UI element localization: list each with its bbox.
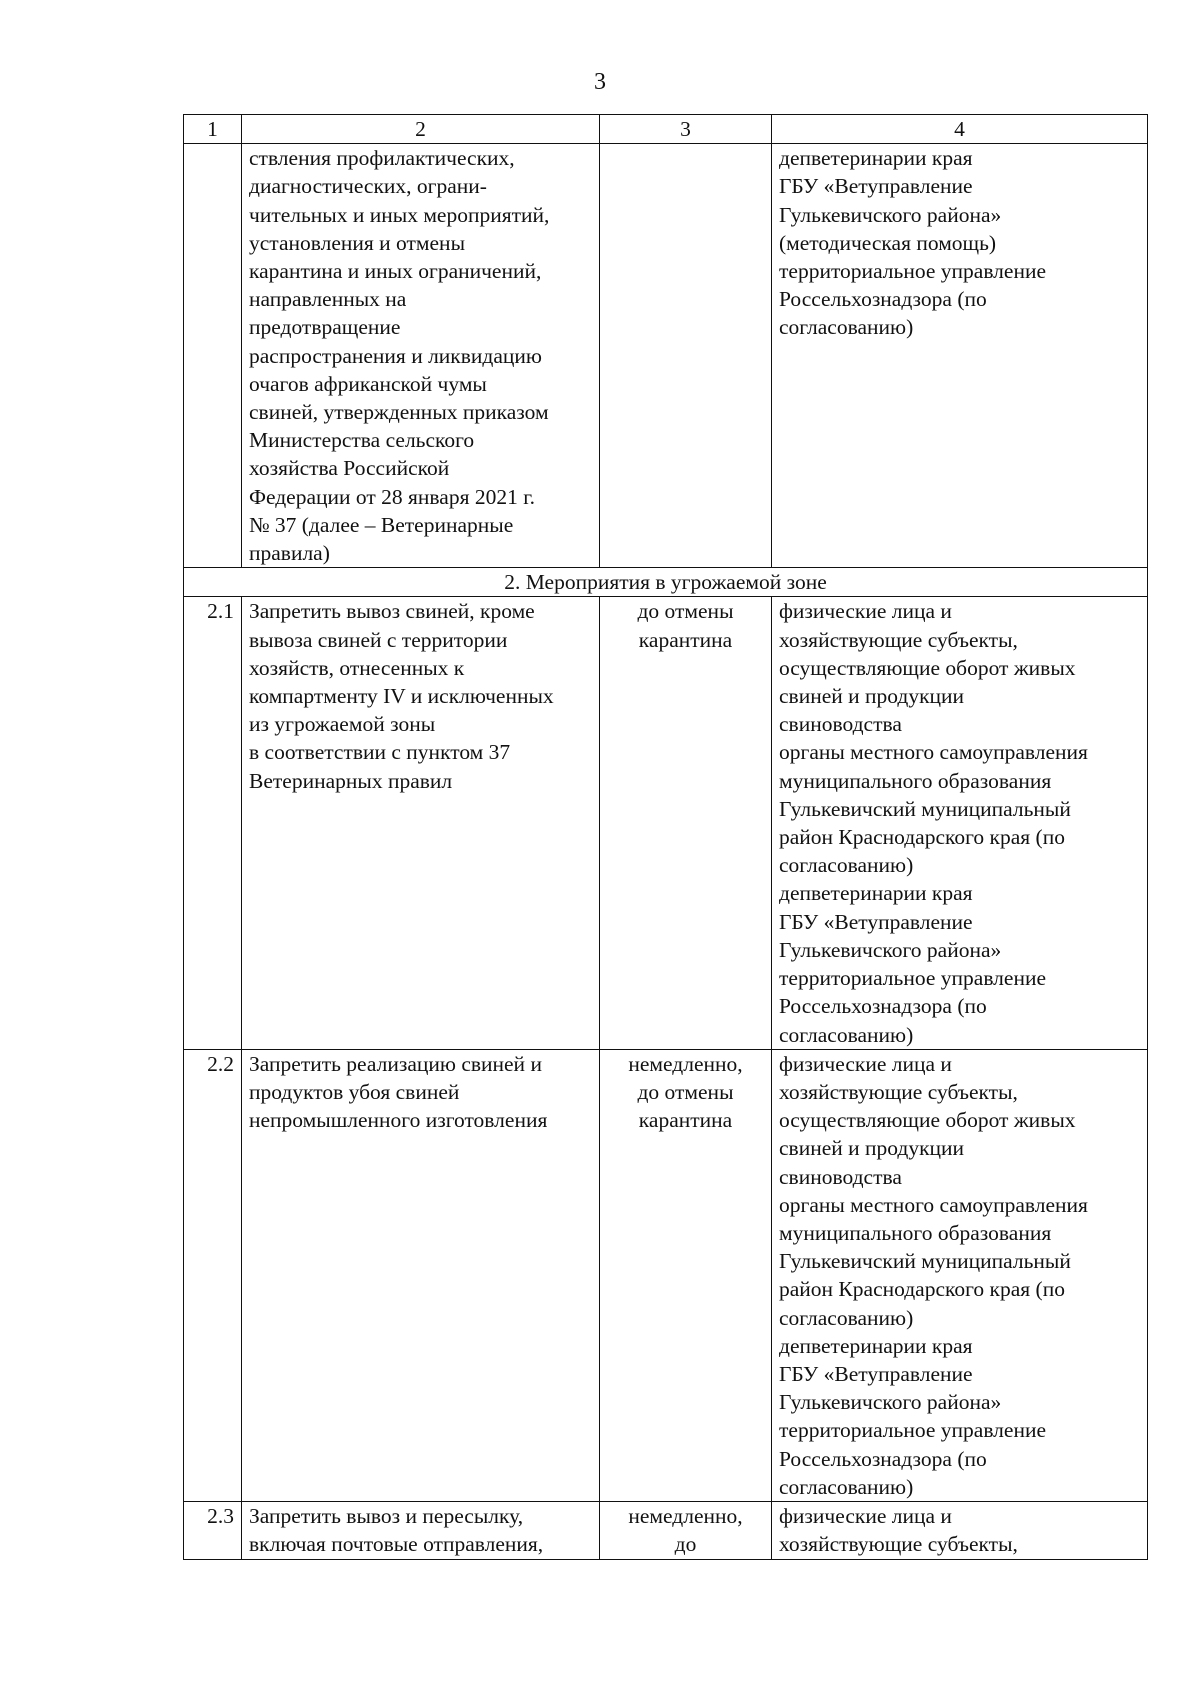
executors-line: территориальное управление xyxy=(779,259,1047,284)
executors-line: ГБУ «Ветуправление xyxy=(779,174,973,199)
executors-line: свиней и продукции xyxy=(779,684,965,709)
term-line: карантина xyxy=(638,627,733,652)
executors-line: Гулькевичский муниципальный xyxy=(779,1249,1071,1274)
executors-cell xyxy=(772,1501,1148,1559)
executors-line: согласованию) xyxy=(779,1305,914,1330)
executors-line: свиноводства xyxy=(779,712,902,737)
table-row xyxy=(184,1501,1148,1559)
term-line: до xyxy=(674,1532,697,1557)
measure-line: Запретить вывоз свиней, кроме xyxy=(249,599,535,624)
executors-line: физические лица и xyxy=(779,1051,952,1076)
measure-line: диагностических, ограни- xyxy=(249,174,487,199)
executors-line: осуществляющие оборот живых xyxy=(779,1108,1076,1133)
executors-line: территориальное управление xyxy=(779,1418,1047,1443)
executors-line: свиноводства xyxy=(779,1164,902,1189)
measure-line: ствления профилактических, xyxy=(249,146,515,171)
executors-line: согласованию) xyxy=(779,1022,914,1047)
executors-line: (методическая помощь) xyxy=(779,230,997,255)
measure-cell xyxy=(242,144,600,568)
row-number-cell: 2.2 xyxy=(184,1049,242,1501)
measure-cell xyxy=(242,597,600,1049)
measure-line: компартменту IV и исключенных xyxy=(249,684,554,709)
page-number: 3 xyxy=(594,69,606,95)
executors-line: Россельхознадзора (по xyxy=(779,994,987,1019)
row-number-cell: 2.1 xyxy=(184,597,242,1049)
executors-line: Гулькевичского района» xyxy=(779,202,1002,227)
table-row xyxy=(184,597,1148,1049)
measure-line: хозяйств, отнесенных к xyxy=(249,655,465,680)
executors-line: муниципального образования xyxy=(779,768,1052,793)
executors-line: физические лица и xyxy=(779,599,952,624)
executors-line: депветеринарии края xyxy=(779,146,973,171)
executors-line: Гулькевичского района» xyxy=(779,937,1002,962)
measure-line: распространения и ликвидацию xyxy=(249,343,542,368)
term-cell xyxy=(600,597,772,1049)
row-number-cell: 2.3 xyxy=(184,1501,242,1559)
measure-line: Запретить реализацию свиней и xyxy=(249,1051,542,1076)
executors-line: хозяйствующие субъекты, xyxy=(779,1532,1018,1557)
measure-cell xyxy=(242,1049,600,1501)
executors-line: хозяйствующие субъекты, xyxy=(779,627,1018,652)
executors-line: район Краснодарского края (по xyxy=(779,1277,1065,1302)
executors-line: согласованию) xyxy=(779,315,914,340)
measures-table xyxy=(183,114,1148,1560)
column-header: 4 xyxy=(772,115,1148,144)
term-line: карантина xyxy=(638,1108,733,1133)
term-line: до отмены xyxy=(637,1079,734,1104)
term-cell xyxy=(600,1049,772,1501)
term-line: до отмены xyxy=(637,599,734,624)
measure-line: продуктов убоя свиней xyxy=(249,1079,460,1104)
measure-line: вывоза свиней с территории xyxy=(249,627,508,652)
measure-line: правила) xyxy=(249,541,330,566)
measure-line: чительных и иных мероприятий, xyxy=(249,202,550,227)
executors-line: район Краснодарского края (по xyxy=(779,825,1065,850)
table-row-continued xyxy=(184,144,1148,568)
measure-line: Ветеринарных правил xyxy=(249,768,453,793)
measure-line: Федерации от 28 января 2021 г. xyxy=(249,484,535,509)
executors-cell xyxy=(772,144,1148,568)
section-title: 2. Мероприятия в угрожаемой зоне xyxy=(184,568,1148,597)
measure-line: карантина и иных ограничений, xyxy=(249,259,542,284)
table-row xyxy=(184,1049,1148,1501)
measure-line: очагов африканской чумы xyxy=(249,371,487,396)
table-header-row xyxy=(184,115,1148,144)
row-number-cell xyxy=(184,144,242,568)
executors-line: Гулькевичский муниципальный xyxy=(779,796,1071,821)
executors-line: ГБУ «Ветуправление xyxy=(779,909,973,934)
executors-line: согласованию) xyxy=(779,1474,914,1499)
executors-line: Гулькевичского района» xyxy=(779,1390,1002,1415)
measure-line: включая почтовые отправления, xyxy=(249,1532,544,1557)
measure-line: направленных на xyxy=(249,287,407,312)
term-cell xyxy=(600,144,772,568)
column-header: 3 xyxy=(600,115,772,144)
executors-line: депветеринарии края xyxy=(779,881,973,906)
measure-line: хозяйства Российской xyxy=(249,456,450,481)
section-title-row xyxy=(184,568,1148,597)
executors-line: осуществляющие оборот живых xyxy=(779,655,1076,680)
executors-line: муниципального образования xyxy=(779,1220,1052,1245)
executors-line: Россельхознадзора (по xyxy=(779,287,987,312)
column-header: 1 xyxy=(184,115,242,144)
executors-line: депветеринарии края xyxy=(779,1333,973,1358)
executors-line: органы местного самоуправления xyxy=(779,740,1088,765)
measure-line: свиней, утвержденных приказом xyxy=(249,400,549,425)
executors-cell xyxy=(772,597,1148,1049)
measure-line: в соответствии с пунктом 37 xyxy=(249,740,511,765)
measure-line: предотвращение xyxy=(249,315,401,340)
executors-line: согласованию) xyxy=(779,853,914,878)
column-header: 2 xyxy=(242,115,600,144)
measure-line: № 37 (далее – Ветеринарные xyxy=(249,512,514,537)
executors-line: физические лица и xyxy=(779,1503,952,1528)
measure-cell xyxy=(242,1501,600,1559)
executors-line: территориальное управление xyxy=(779,966,1047,991)
executors-line: ГБУ «Ветуправление xyxy=(779,1361,973,1386)
measure-line: непромышленного изготовления xyxy=(249,1108,548,1133)
measure-line: из угрожаемой зоны xyxy=(249,712,436,737)
term-line: немедленно, xyxy=(628,1503,743,1528)
executors-line: хозяйствующие субъекты, xyxy=(779,1079,1018,1104)
measure-line: Министерства сельского xyxy=(249,428,475,453)
measure-line: Запретить вывоз и пересылку, xyxy=(249,1503,524,1528)
executors-cell xyxy=(772,1049,1148,1501)
term-cell xyxy=(600,1501,772,1559)
measure-line: установления и отмены xyxy=(249,230,466,255)
executors-line: свиней и продукции xyxy=(779,1136,965,1161)
term-line: немедленно, xyxy=(628,1051,743,1076)
executors-line: органы местного самоуправления xyxy=(779,1192,1088,1217)
executors-line: Россельхознадзора (по xyxy=(779,1446,987,1471)
